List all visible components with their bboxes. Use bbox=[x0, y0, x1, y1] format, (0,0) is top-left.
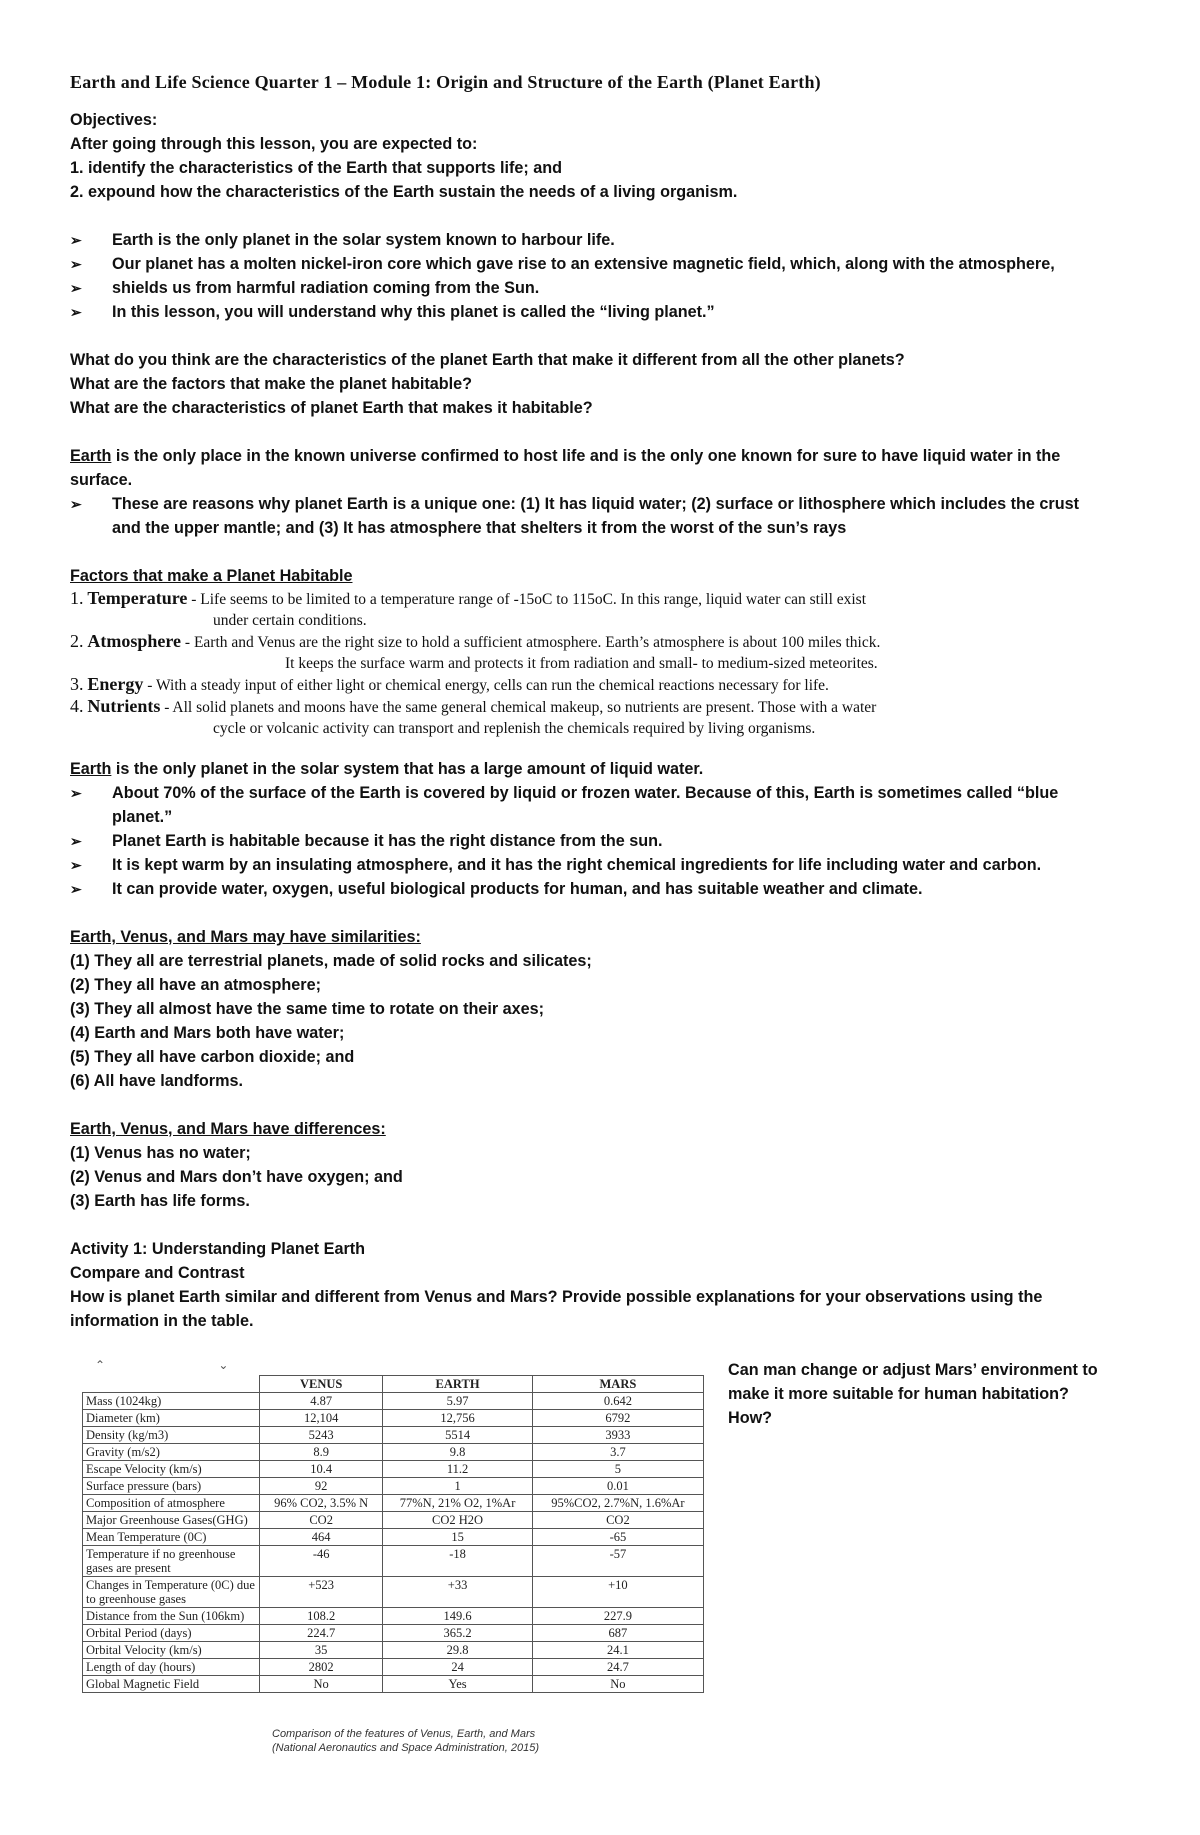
table-cell: 12,756 bbox=[383, 1410, 533, 1427]
factor-temperature: 1. Temperature - Life seems to be limited to a temperature range of -15oC to 115oC. In this range, liquid water can still exist under certain conditions. bbox=[70, 588, 867, 629]
table-row-label: Orbital Period (days) bbox=[83, 1625, 260, 1642]
table-cell: 15 bbox=[383, 1529, 533, 1546]
activity-subtitle: Compare and Contrast bbox=[70, 1264, 245, 1282]
table-cell: 4.87 bbox=[260, 1393, 383, 1410]
table-cell: No bbox=[532, 1676, 703, 1693]
table-row bbox=[83, 1512, 704, 1529]
table-row bbox=[83, 1659, 704, 1676]
list-item-cont: and the upper mantle; and (3) It has atmosphere that shelters it from the worst of the sun’s rays bbox=[112, 519, 847, 537]
table-cell: 227.9 bbox=[532, 1608, 703, 1625]
table-row-label: Distance from the Sun (106km) bbox=[83, 1608, 260, 1625]
list-item: ➢ It can provide water, oxygen, useful biological products for human, and has suitable weather and climate. bbox=[70, 877, 1130, 901]
similarity-item: (3) They all almost have the same time to rotate on their axes; bbox=[70, 1000, 545, 1018]
similarity-item: (2) They all have an atmosphere; bbox=[70, 976, 321, 994]
table-cell: 77%N, 21% O2, 1%Ar bbox=[383, 1495, 533, 1512]
arrow-bullet-icon: ➢ bbox=[70, 496, 82, 512]
list-item: ➢ These are reasons why planet Earth is a unique one: (1) It has liquid water; (2) surface or lithosphere which includes the crust bbox=[70, 492, 1130, 516]
objective-item: 1. identify the characteristics of the Earth that supports life; and bbox=[70, 159, 563, 177]
difference-item: (3) Earth has life forms. bbox=[70, 1192, 250, 1210]
table-row-label: Major Greenhouse Gases(GHG) bbox=[83, 1512, 260, 1529]
table-row bbox=[83, 1676, 704, 1693]
table-cell: 8.9 bbox=[260, 1444, 383, 1461]
list-item: ➢ Earth is the only planet in the solar system known to harbour life. bbox=[70, 228, 1130, 252]
table-cell: 3.7 bbox=[532, 1444, 703, 1461]
table-cell: 149.6 bbox=[383, 1608, 533, 1625]
activity-question-cont: information in the table. bbox=[70, 1312, 254, 1330]
similarity-item: (5) They all have carbon dioxide; and bbox=[70, 1048, 355, 1066]
similarity-item: (4) Earth and Mars both have water; bbox=[70, 1024, 345, 1042]
table-marks: ⌃ ⌄ bbox=[95, 1358, 229, 1372]
water-paragraph: Earth is the only planet in the solar system that has a large amount of liquid water. bbox=[70, 760, 704, 778]
table-caption: Comparison of the features of Venus, Earth, and Mars (National Aeronautics and Space Administration, 2015) bbox=[272, 1728, 540, 1754]
table-cell: 5514 bbox=[383, 1427, 533, 1444]
list-item-cont: planet.” bbox=[112, 808, 173, 826]
objectives-intro: After going through this lesson, you are expected to: bbox=[70, 135, 478, 153]
table-cell: 11.2 bbox=[383, 1461, 533, 1478]
question-line: What do you think are the characteristics of the planet Earth that make it different from all the other planets? bbox=[70, 351, 905, 369]
table-cell: 3933 bbox=[532, 1427, 703, 1444]
similarity-item: (6) All have landforms. bbox=[70, 1072, 244, 1090]
arrow-bullet-icon: ➢ bbox=[70, 304, 82, 320]
table-cell: 12,104 bbox=[260, 1410, 383, 1427]
document-page bbox=[70, 70, 1130, 1333]
table-header-row bbox=[83, 1376, 704, 1393]
table-cell: +10 bbox=[532, 1577, 703, 1608]
table-cell: 24.1 bbox=[532, 1642, 703, 1659]
earth-paragraph-cont: surface. bbox=[70, 471, 133, 489]
similarity-item: (1) They all are terrestrial planets, made of solid rocks and silicates; bbox=[70, 952, 592, 970]
activity-question: How is planet Earth similar and different from Venus and Mars? Provide possible explanations for your observations using the bbox=[70, 1288, 1043, 1306]
table-cell: 24 bbox=[383, 1659, 533, 1676]
factor-energy: 3. Energy - With a steady input of either light or chemical energy, cells can run the chemical reactions necessary for life. bbox=[70, 674, 829, 694]
table-header: VENUS bbox=[260, 1376, 383, 1393]
list-item: ➢ In this lesson, you will understand why this planet is called the “living planet.” bbox=[70, 300, 1130, 324]
similarities-heading: Earth, Venus, and Mars may have similarities: bbox=[70, 928, 421, 946]
table-row-label: Orbital Velocity (km/s) bbox=[83, 1642, 260, 1659]
table-cell: 0.642 bbox=[532, 1393, 703, 1410]
list-item: ➢ It is kept warm by an insulating atmosphere, and it has the right chemical ingredients for life including water and carbon. bbox=[70, 853, 1130, 877]
table-header: MARS bbox=[532, 1376, 703, 1393]
table-cell: 224.7 bbox=[260, 1625, 383, 1642]
table-row bbox=[83, 1546, 704, 1577]
table-cell: 24.7 bbox=[532, 1659, 703, 1676]
table-row bbox=[83, 1393, 704, 1410]
activity-title: Activity 1: Understanding Planet Earth bbox=[70, 1240, 366, 1258]
arrow-bullet-icon: ➢ bbox=[70, 881, 82, 897]
table-cell: 92 bbox=[260, 1478, 383, 1495]
table-row-label: Density (kg/m3) bbox=[83, 1427, 260, 1444]
table-cell: +523 bbox=[260, 1577, 383, 1608]
arrow-bullet-icon: ➢ bbox=[70, 833, 82, 849]
table-row bbox=[83, 1625, 704, 1642]
table-cell: -65 bbox=[532, 1529, 703, 1546]
differences-heading: Earth, Venus, and Mars have differences: bbox=[70, 1120, 386, 1138]
page-title: Earth and Life Science Quarter 1 – Module 1: Origin and Structure of the Earth (Planet Earth) bbox=[70, 72, 821, 92]
question-line: What are the factors that make the planet habitable? bbox=[70, 375, 473, 393]
table-row bbox=[83, 1577, 704, 1608]
table-cell: 2802 bbox=[260, 1659, 383, 1676]
table-cell: 6792 bbox=[532, 1410, 703, 1427]
table-row bbox=[83, 1478, 704, 1495]
list-item: ➢ Our planet has a molten nickel-iron core which gave rise to an extensive magnetic field, which, along with the atmosphere, bbox=[70, 252, 1130, 276]
table-cell: 687 bbox=[532, 1625, 703, 1642]
table-cell: 1 bbox=[383, 1478, 533, 1495]
table-cell: 35 bbox=[260, 1642, 383, 1659]
list-item: ➢ shields us from harmful radiation coming from the Sun. bbox=[70, 276, 1130, 300]
factors-heading: Factors that make a Planet Habitable bbox=[70, 567, 353, 585]
table-cell: 9.8 bbox=[383, 1444, 533, 1461]
table-cell: -18 bbox=[383, 1546, 533, 1577]
table-row-label: Global Magnetic Field bbox=[83, 1676, 260, 1693]
table-row bbox=[83, 1608, 704, 1625]
side-question: Can man change or adjust Mars’ environment to make it more suitable for human habitation? How? bbox=[728, 1361, 1098, 1427]
table-cell: 10.4 bbox=[260, 1461, 383, 1478]
table-cell: CO2 H2O bbox=[383, 1512, 533, 1529]
table-row-label: Diameter (km) bbox=[83, 1410, 260, 1427]
objectives-heading: Objectives: bbox=[70, 111, 158, 129]
table-row-label: Gravity (m/s2) bbox=[83, 1444, 260, 1461]
factor-atmosphere: 2. Atmosphere - Earth and Venus are the right size to hold a sufficient atmosphere. Earth’s atmosphere is about 100 miles thick. It keeps the surface warm and protects it from radiation and small- to medium-sized meteorites. bbox=[70, 631, 881, 672]
table-row bbox=[83, 1427, 704, 1444]
table-row-label: Surface pressure (bars) bbox=[83, 1478, 260, 1495]
table-row-label: Escape Velocity (km/s) bbox=[83, 1461, 260, 1478]
table-cell: No bbox=[260, 1676, 383, 1693]
list-item: ➢ Planet Earth is habitable because it has the right distance from the sun. bbox=[70, 829, 1130, 853]
table-row-label: Mass (1024kg) bbox=[83, 1393, 260, 1410]
table-row bbox=[83, 1642, 704, 1659]
table-cell: CO2 bbox=[260, 1512, 383, 1529]
table-row-label: Composition of atmosphere bbox=[83, 1495, 260, 1512]
table-row-label: Changes in Temperature (0C) due to greenhouse gases bbox=[83, 1577, 260, 1608]
table-cell: -57 bbox=[532, 1546, 703, 1577]
table-row bbox=[83, 1410, 704, 1427]
arrow-bullet-icon: ➢ bbox=[70, 280, 82, 296]
table-cell: 5 bbox=[532, 1461, 703, 1478]
table-cell: 0.01 bbox=[532, 1478, 703, 1495]
table-row bbox=[83, 1461, 704, 1478]
planet-comparison-table bbox=[82, 1375, 704, 1693]
table-cell: 5.97 bbox=[383, 1393, 533, 1410]
table-cell: CO2 bbox=[532, 1512, 703, 1529]
arrow-bullet-icon: ➢ bbox=[70, 857, 82, 873]
table-cell: 96% CO2, 3.5% N bbox=[260, 1495, 383, 1512]
factor-nutrients: 4. Nutrients - All solid planets and moons have the same general chemical makeup, so nutrients are present. Those with a water cycle or volcanic activity can transport and replenish the chemicals required by living organisms. bbox=[70, 696, 877, 737]
table-row bbox=[83, 1529, 704, 1546]
arrow-bullet-icon: ➢ bbox=[70, 785, 82, 801]
question-line: What are the characteristics of planet Earth that makes it habitable? bbox=[70, 399, 593, 417]
table-row-label: Length of day (hours) bbox=[83, 1659, 260, 1676]
table-cell: 464 bbox=[260, 1529, 383, 1546]
arrow-bullet-icon: ➢ bbox=[70, 256, 82, 272]
table-cell: 5243 bbox=[260, 1427, 383, 1444]
table-cell: -46 bbox=[260, 1546, 383, 1577]
table-row bbox=[83, 1444, 704, 1461]
objective-item: 2. expound how the characteristics of the Earth sustain the needs of a living organism. bbox=[70, 183, 738, 201]
earth-paragraph: Earth is the only place in the known universe confirmed to host life and is the only one known for sure to have liquid water in the bbox=[70, 447, 1061, 465]
table-cell: 108.2 bbox=[260, 1608, 383, 1625]
table-row-label: Temperature if no greenhouse gases are present bbox=[83, 1546, 260, 1577]
table-cell: Yes bbox=[383, 1676, 533, 1693]
table-cell: 95%CO2, 2.7%N, 1.6%Ar bbox=[532, 1495, 703, 1512]
table-cell: 365.2 bbox=[383, 1625, 533, 1642]
table-header bbox=[83, 1376, 260, 1393]
table-cell: 29.8 bbox=[383, 1642, 533, 1659]
difference-item: (1) Venus has no water; bbox=[70, 1144, 251, 1162]
list-item: ➢ About 70% of the surface of the Earth is covered by liquid or frozen water. Because of this, Earth is sometimes called “blue bbox=[70, 781, 1130, 805]
difference-item: (2) Venus and Mars don’t have oxygen; and bbox=[70, 1168, 403, 1186]
table-header: EARTH bbox=[383, 1376, 533, 1393]
arrow-bullet-icon: ➢ bbox=[70, 232, 82, 248]
table-cell: +33 bbox=[383, 1577, 533, 1608]
table-row-label: Mean Temperature (0C) bbox=[83, 1529, 260, 1546]
table-row bbox=[83, 1495, 704, 1512]
